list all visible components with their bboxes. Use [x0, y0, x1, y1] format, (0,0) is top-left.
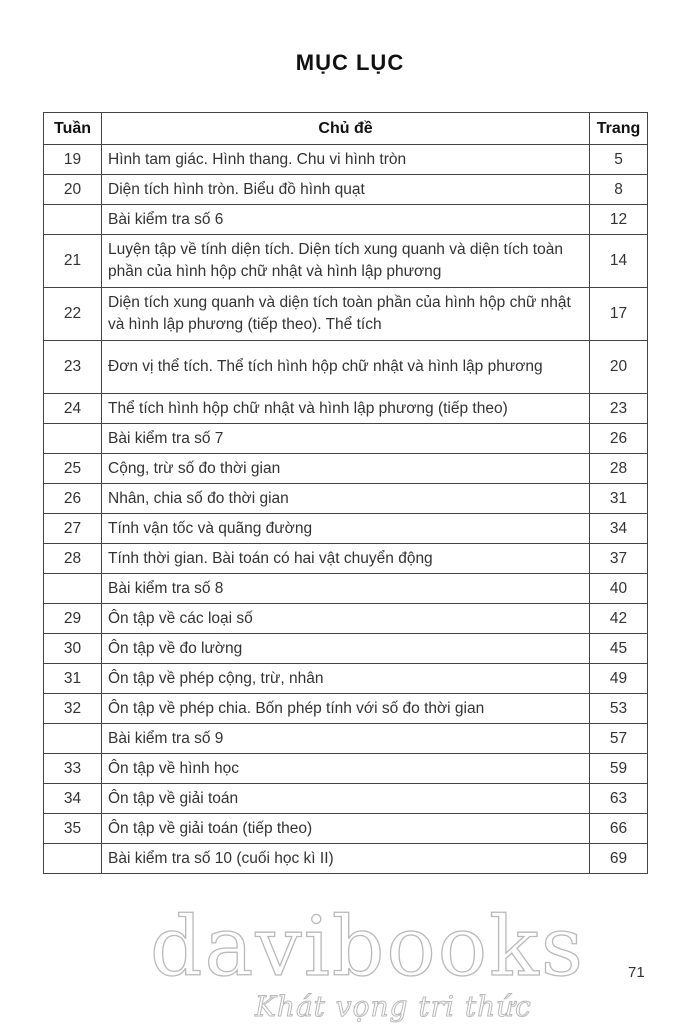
week-cell: 33	[44, 754, 102, 784]
topic-cell: Ôn tập về các loại số	[102, 604, 590, 634]
page-cell: 23	[590, 394, 648, 424]
table-row	[44, 604, 648, 634]
topic-cell: Bài kiểm tra số 6	[102, 205, 590, 235]
week-cell	[44, 724, 102, 754]
page-cell: 57	[590, 724, 648, 754]
table-row	[44, 814, 648, 844]
topic-cell: Bài kiểm tra số 7	[102, 424, 590, 454]
topic-cell: Ôn tập về giải toán	[102, 784, 590, 814]
table-row	[44, 484, 648, 514]
page-cell: 66	[590, 814, 648, 844]
page-cell: 31	[590, 484, 648, 514]
page-cell: 28	[590, 454, 648, 484]
page-cell: 40	[590, 574, 648, 604]
week-cell: 27	[44, 514, 102, 544]
topic-cell: Thể tích hình hộp chữ nhật và hình lập phương (tiếp theo)	[102, 394, 590, 424]
table-row	[44, 664, 648, 694]
header-page: Trang	[590, 113, 648, 145]
page-cell: 34	[590, 514, 648, 544]
table-row	[44, 544, 648, 574]
page-cell: 12	[590, 205, 648, 235]
page-cell: 17	[590, 288, 648, 341]
topic-cell: Tính vận tốc và quãng đường	[102, 514, 590, 544]
table-row	[44, 394, 648, 424]
topic-cell: Bài kiểm tra số 8	[102, 574, 590, 604]
week-cell: 32	[44, 694, 102, 724]
topic-cell: Bài kiểm tra số 10 (cuối học kì II)	[102, 844, 590, 874]
page-number: 71	[628, 964, 645, 981]
week-cell	[44, 205, 102, 235]
header-week: Tuần	[44, 113, 102, 145]
page-cell: 14	[590, 235, 648, 288]
page-cell: 63	[590, 784, 648, 814]
table-row	[44, 634, 648, 664]
week-cell: 29	[44, 604, 102, 634]
week-cell: 28	[44, 544, 102, 574]
topic-cell: Cộng, trừ số đo thời gian	[102, 454, 590, 484]
header-topic: Chủ đề	[102, 113, 590, 145]
table-body	[44, 145, 648, 874]
week-cell: 22	[44, 288, 102, 341]
week-cell	[44, 574, 102, 604]
page-cell: 69	[590, 844, 648, 874]
topic-cell: Ôn tập về phép chia. Bốn phép tính với số đo thời gian	[102, 694, 590, 724]
table-row	[44, 235, 648, 288]
week-cell: 21	[44, 235, 102, 288]
watermark-tagline: Khát vọng tri thức	[255, 990, 532, 1023]
topic-cell: Diện tích xung quanh và diện tích toàn phần của hình hộp chữ nhật và hình lập phương (tiếp theo). Thể tích	[102, 288, 590, 341]
table-row	[44, 288, 648, 341]
table-header-row	[44, 113, 648, 145]
table-row	[44, 341, 648, 394]
topic-cell: Ôn tập về hình học	[102, 754, 590, 784]
topic-cell: Luyện tập về tính diện tích. Diện tích xung quanh và diện tích toàn phần của hình hộp chữ nhật và hình lập phương	[102, 235, 590, 288]
topic-cell: Tính thời gian. Bài toán có hai vật chuyển động	[102, 544, 590, 574]
topic-cell: Nhân, chia số đo thời gian	[102, 484, 590, 514]
page-cell: 8	[590, 175, 648, 205]
topic-cell: Ôn tập về đo lường	[102, 634, 590, 664]
week-cell: 24	[44, 394, 102, 424]
table-row	[44, 424, 648, 454]
table-row	[44, 454, 648, 484]
week-cell: 25	[44, 454, 102, 484]
page-cell: 26	[590, 424, 648, 454]
watermark-logo: davibooks	[150, 900, 585, 995]
page-cell: 59	[590, 754, 648, 784]
week-cell: 19	[44, 145, 102, 175]
week-cell: 23	[44, 341, 102, 394]
topic-cell: Đơn vị thể tích. Thể tích hình hộp chữ nhật và hình lập phương	[102, 341, 590, 394]
topic-cell: Ôn tập về giải toán (tiếp theo)	[102, 814, 590, 844]
week-cell: 20	[44, 175, 102, 205]
table-row	[44, 175, 648, 205]
table-row	[44, 844, 648, 874]
week-cell	[44, 424, 102, 454]
week-cell: 30	[44, 634, 102, 664]
topic-cell: Ôn tập về phép cộng, trừ, nhân	[102, 664, 590, 694]
table-row	[44, 724, 648, 754]
topic-cell: Diện tích hình tròn. Biểu đồ hình quạt	[102, 175, 590, 205]
week-cell	[44, 844, 102, 874]
week-cell: 26	[44, 484, 102, 514]
page-cell: 37	[590, 544, 648, 574]
page-title: MỤC LỤC	[295, 50, 405, 75]
table-row	[44, 574, 648, 604]
week-cell: 31	[44, 664, 102, 694]
table-row	[44, 205, 648, 235]
page-cell: 5	[590, 145, 648, 175]
table-of-contents	[43, 112, 648, 874]
table-row	[44, 694, 648, 724]
page-cell: 49	[590, 664, 648, 694]
table-row	[44, 514, 648, 544]
table-row	[44, 145, 648, 175]
page-cell: 53	[590, 694, 648, 724]
week-cell: 35	[44, 814, 102, 844]
page-cell: 45	[590, 634, 648, 664]
topic-cell: Hình tam giác. Hình thang. Chu vi hình tròn	[102, 145, 590, 175]
page-cell: 20	[590, 341, 648, 394]
topic-cell: Bài kiểm tra số 9	[102, 724, 590, 754]
table-row	[44, 754, 648, 784]
week-cell: 34	[44, 784, 102, 814]
page-cell: 42	[590, 604, 648, 634]
table-row	[44, 784, 648, 814]
